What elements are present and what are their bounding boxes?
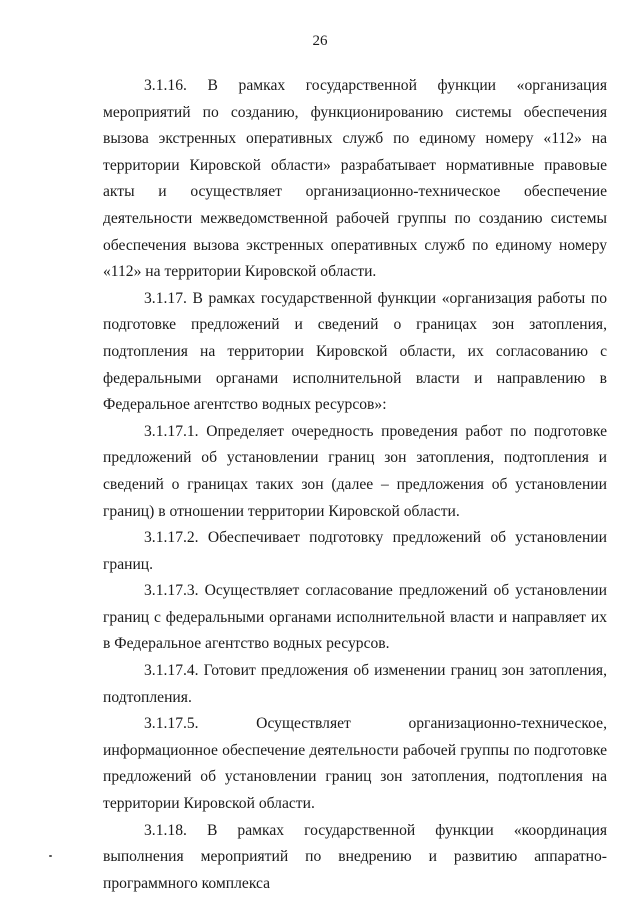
page-number: 26 [312,33,328,49]
paragraph-3-1-16: 3.1.16. В рамках государственной функции «организация мероприятий по созданию, функционированию системы обеспечения вызова экстренных оперативных служб по единому номеру «112» на территории Кировской области» разрабатывает нормативные правовые акты и осуществляет организационно-техническое обеспечение деятельности межведомственной рабочей группы по созданию системы обеспечения вызова экстренных оперативных служб по единому номеру «112» на территории Кировской области. [103,77,607,281]
paragraph-3-1-17-2: 3.1.17.2. Обеспечивает подготовку предложений об установлении границ. [103,529,607,573]
paragraph-3-1-17-3: 3.1.17.3. Осуществляет согласование предложений об установлении границ с федеральными органами исполнительной власти и направляет их в Федеральное агентство водных ресурсов. [103,582,607,653]
scan-speck [49,855,52,857]
paragraph-3-1-17: 3.1.17. В рамках государственной функции «организация работы по подготовке предложений и сведений о границах зон затопления, подтопления на территории Кировской области, их согласованию с федеральными органами исполнительной власти и направлению в Федеральное агентство водных ресурсов»: [103,289,607,414]
paragraph-3-1-17-5: 3.1.17.5. Осуществляет организационно-техническое, информационное обеспечение деятельности рабочей группы по подготовке предложений об установлении границ зон затопления, подтопления на территории Кировской области. [103,715,607,813]
paragraph-3-1-17-4: 3.1.17.4. Готовит предложения об изменении границ зон затопления, подтопления. [103,662,607,706]
document-body [103,73,607,897]
paragraph-3-1-17-1: 3.1.17.1. Определяет очередность проведения работ по подготовке предложений об установлении границ зон затопления, подтопления и сведений о границах таких зон (далее – предложения об установлении границ) в отношении территории Кировской области. [103,422,607,520]
paragraph-3-1-18: 3.1.18. В рамках государственной функции «координация выполнения мероприятий по внедрению и развитию аппаратно-программного комплекса [103,821,607,892]
